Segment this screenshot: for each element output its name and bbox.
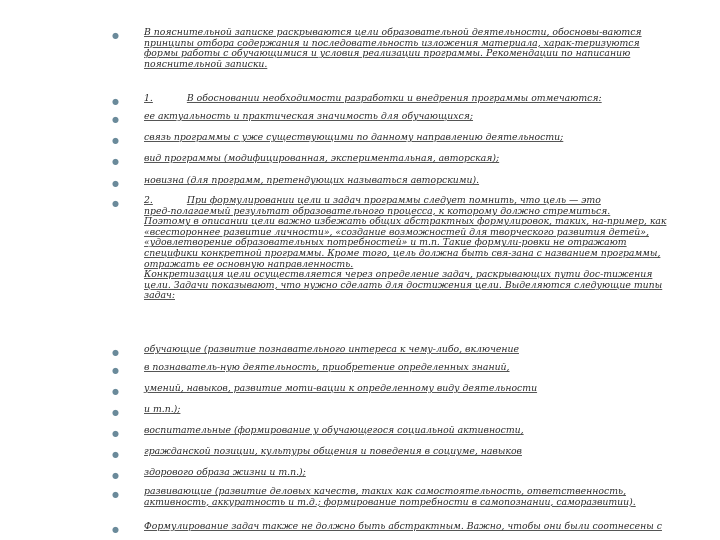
list-item-text (144, 426, 524, 437)
line-text: цели. Задачи показывают, что нужно сделать для достижения цели. Выделяются следующие типы (144, 279, 663, 291)
bullet-icon: ● (112, 136, 119, 145)
list-item-text (144, 28, 642, 70)
text-line (144, 176, 479, 187)
text-line (144, 363, 510, 374)
text-line (144, 60, 642, 71)
list-item-text (144, 112, 473, 123)
text-line (144, 522, 662, 533)
list-item-text (144, 363, 510, 374)
bullet-icon: ● (112, 115, 119, 124)
bullet-icon: ● (112, 429, 119, 438)
text-line (144, 447, 522, 458)
list-item-text (144, 384, 537, 395)
list-item-text (144, 487, 636, 508)
bullet-icon: ● (112, 97, 119, 106)
text-line (144, 468, 306, 479)
item-number: 2. (144, 195, 153, 206)
line-text: здорового образа жизни и т.п.); (144, 467, 306, 478)
text-line (144, 384, 537, 395)
line-text: принципы отбора содержания и последовательность изложения материала, харак-теризуются (144, 37, 640, 49)
line-text: формы работы с обучающимися и условия реализации программы. Рекомендации по написанию (144, 48, 631, 60)
text-line (144, 345, 519, 356)
bullet-icon: ● (112, 348, 119, 357)
bullet-icon: ● (112, 199, 119, 208)
list-item-text (144, 522, 662, 533)
bullet-icon: ● (112, 179, 119, 188)
list-item-text (144, 154, 499, 165)
text-line (144, 498, 636, 509)
list-item-text (144, 405, 180, 416)
text-line (144, 154, 499, 165)
list-item-text (144, 133, 563, 144)
line-text: отражать ее основную направленность. (144, 258, 354, 270)
line-text: обучающие (развитие познавательного интереса к чему-либо, включение (144, 344, 519, 355)
list-item-text (144, 468, 306, 479)
line-text: воспитательные (формирование у обучающегося социальной активности, (144, 425, 524, 436)
line-text: ее актуальность и практическая значимость для обучающихся; (144, 111, 474, 122)
bullet-icon: ● (112, 387, 119, 396)
bullet-icon: ● (112, 366, 119, 375)
line-text: «удовлетворение образовательных потребностей» и т.п. Такие формули-ровки не отражают (144, 237, 627, 249)
line-text: связь программы с уже существующими по данному направлению деятельности; (144, 132, 564, 143)
list-item-text (144, 196, 666, 302)
line-text: В обосновании необходимости разработки и внедрения программы отмечаются: (186, 93, 602, 104)
line-text: вид программы (модифицированная, экспериментальная, авторская); (144, 153, 500, 164)
line-text: специфики конкретной программы. Кроме того, цель должна быть свя-зана с названием программы, (144, 247, 661, 259)
line-text: В пояснительной записке раскрываются цели образовательной деятельности, обосновы-ваются (144, 27, 642, 38)
line-text: активность, аккуратность и т.д.; формирование потребности в самопознании, саморазвитии). (144, 496, 636, 508)
bullet-icon: ● (112, 525, 119, 534)
bullet-icon: ● (112, 450, 119, 459)
line-text: Поэтому в описании цели важно избежать общих абстрактных формулировок, таких, на-пример, как (144, 216, 667, 228)
line-text: Конкретизация цели осуществляется через определение задач, раскрывающих пути дос-тижения (144, 269, 653, 281)
bullet-icon: ● (112, 490, 119, 499)
bullet-icon: ● (112, 408, 119, 417)
line-text: развивающие (развитие деловых качеств, таких как самостоятельность, ответственность, (144, 486, 627, 497)
bullet-icon: ● (112, 31, 119, 40)
text-line (144, 112, 473, 123)
text-line (144, 426, 524, 437)
text-line (144, 281, 666, 292)
text-line (144, 405, 180, 416)
line-text: умений, навыков, развитие моти-вации к определенному виду деятельности (144, 383, 538, 394)
list-item-text (144, 94, 602, 105)
line-text: гражданской позиции, культуры общения и поведения в социуме, навыков (144, 446, 522, 457)
line-text: пред-полагаемый результат образовательного процесса, к которому должно стремиться. (144, 205, 611, 217)
text-line (144, 291, 666, 302)
bullet-icon: ● (112, 471, 119, 480)
line-text: пояснительной записки. (144, 58, 268, 70)
list-item-text (144, 345, 519, 356)
line-text: и т.п.); (144, 404, 181, 415)
line-text: «всестороннее развитие личности», «создание возможностей для творческого развития детей», (144, 226, 649, 238)
text-line (144, 133, 563, 144)
list-item-text (144, 447, 522, 458)
line-text: При формулировании цели и задач программы следует помнить, что цель — это (186, 195, 601, 206)
list-item-text (144, 176, 479, 187)
text-line (144, 94, 602, 105)
line-text: в познаватель-ную деятельность, приобретение определенных знаний, (144, 362, 510, 373)
line-text: новизна (для программ, претендующих называться авторскими). (144, 175, 480, 186)
item-number: 1. (144, 93, 153, 104)
line-text: Формулирование задач также не должно быть абстрактным. Важно, чтобы они были соотнесены с (144, 521, 662, 532)
line-text: задач: (144, 290, 175, 302)
bullet-icon: ● (112, 157, 119, 166)
